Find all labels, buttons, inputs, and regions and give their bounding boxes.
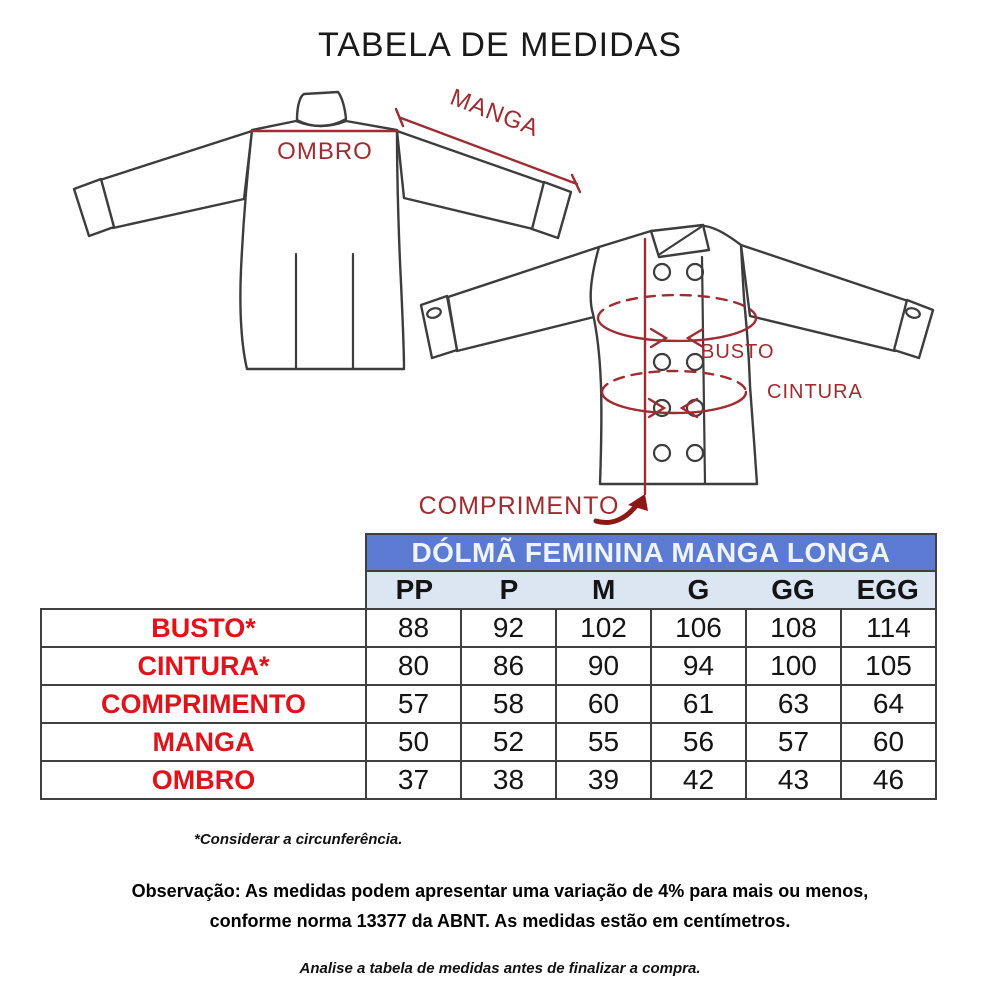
busto-label: BUSTO (701, 341, 775, 363)
jacket-front-view-drawing (421, 225, 933, 484)
back-left-sleeve (100, 131, 252, 228)
measure-value-cell: 58 (461, 685, 556, 723)
ombro-label: OMBRO (277, 138, 373, 165)
measure-row-label: MANGA (41, 723, 366, 761)
circumference-footnote: *Considerar a circunferência. (194, 831, 403, 848)
back-right-sleeve (397, 131, 545, 229)
size-column-header: GG (771, 574, 815, 605)
measure-value-cell: 108 (746, 609, 841, 647)
measure-value-cell: 60 (556, 685, 651, 723)
measure-value-cell: 46 (841, 761, 936, 799)
measure-value-cell: 56 (651, 723, 746, 761)
observation-note (0, 876, 1000, 936)
size-column-header: M (592, 574, 616, 605)
measure-value-cell: 90 (556, 647, 651, 685)
front-left-sleeve (448, 247, 599, 351)
comprimento-label: COMPRIMENTO (418, 492, 620, 520)
measure-value-cell: 80 (366, 647, 461, 685)
table-row (41, 685, 936, 723)
page-title: TABELA DE MEDIDAS (317, 26, 683, 64)
observation-line-1: Observação: As medidas podem apresentar uma variação de 4% para mais ou menos, (131, 881, 869, 901)
measure-value-cell: 43 (746, 761, 841, 799)
measure-value-cell: 63 (746, 685, 841, 723)
observation-line-2: conforme norma 13377 da ABNT. As medidas estão em centímetros. (209, 911, 791, 931)
measure-value-cell: 50 (366, 723, 461, 761)
table-row (41, 647, 936, 685)
measure-row-label: BUSTO* (41, 609, 366, 647)
measure-value-cell: 38 (461, 761, 556, 799)
table-title-row (41, 534, 936, 571)
measure-value-cell: 55 (556, 723, 651, 761)
measure-value-cell: 88 (366, 609, 461, 647)
size-header-band (366, 571, 936, 609)
back-collar (297, 92, 346, 126)
table-row (41, 609, 936, 647)
size-column-header: EGG (856, 574, 919, 605)
measure-row-label: COMPRIMENTO (41, 685, 366, 723)
table-title-cell: DÓLMÃ FEMININA MANGA LONGA (366, 534, 936, 571)
measure-value-cell: 92 (461, 609, 556, 647)
measure-value-cell: 39 (556, 761, 651, 799)
table-corner-spacer (41, 534, 366, 571)
measure-row-label: CINTURA* (41, 647, 366, 685)
table-sizes-row (41, 571, 936, 609)
manga-label: MANGA (446, 83, 543, 143)
measure-value-cell: 64 (841, 685, 936, 723)
table-corner-spacer (41, 571, 366, 609)
measure-value-cell: 37 (366, 761, 461, 799)
measure-value-cell: 52 (461, 723, 556, 761)
measurements-table (40, 533, 937, 800)
measure-value-cell: 114 (841, 609, 936, 647)
measure-value-cell: 102 (556, 609, 651, 647)
measure-value-cell: 100 (746, 647, 841, 685)
measure-value-cell: 106 (651, 609, 746, 647)
table-row (41, 723, 936, 761)
size-column-header: PP (395, 574, 434, 605)
measure-value-cell: 60 (841, 723, 936, 761)
measure-value-cell: 86 (461, 647, 556, 685)
final-advice-note: Analise a tabela de medidas antes de finalizar a compra. (299, 960, 701, 977)
size-column-header: G (687, 574, 710, 605)
front-right-sleeve (741, 245, 908, 351)
measure-value-cell: 57 (366, 685, 461, 723)
measure-value-cell: 94 (651, 647, 746, 685)
table-row (41, 761, 936, 799)
measure-row-label: OMBRO (41, 761, 366, 799)
measure-value-cell: 42 (651, 761, 746, 799)
measure-value-cell: 57 (746, 723, 841, 761)
cintura-label: CINTURA (767, 381, 863, 403)
size-column-header: P (499, 574, 519, 605)
measure-value-cell: 105 (841, 647, 936, 685)
measure-value-cell: 61 (651, 685, 746, 723)
